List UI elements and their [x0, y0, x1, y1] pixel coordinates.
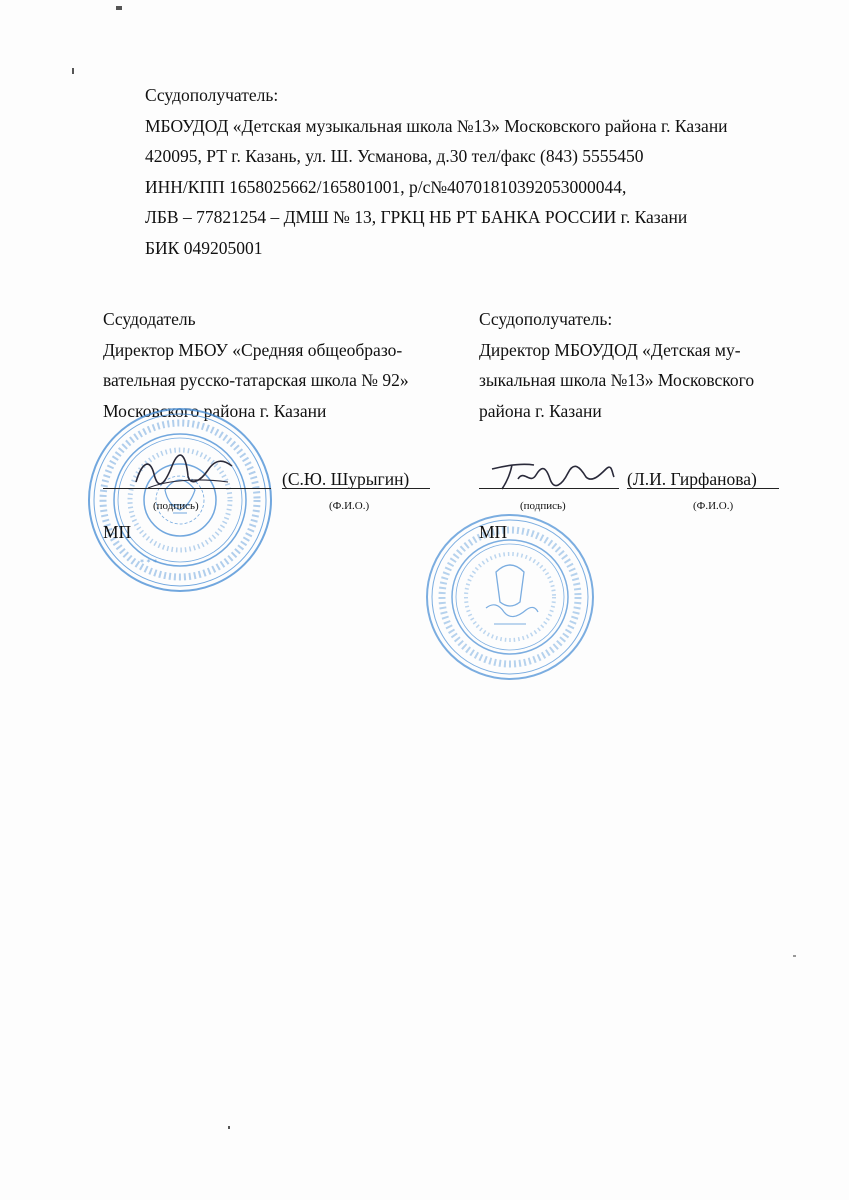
borrower-seal-label: МП	[479, 522, 508, 542]
borrower-signature-line	[479, 488, 619, 489]
borrower-position-line: района г. Казани	[479, 400, 602, 421]
borrower-position-line: Директор МБОУДОД «Детская му-	[479, 339, 741, 360]
lender-signature-caption: (подпись)	[153, 500, 199, 512]
borrower-seal-icon	[424, 512, 596, 682]
borrower-name-line	[627, 488, 779, 489]
borrower-block	[479, 304, 754, 426]
lender-name: (С.Ю. Шурыгин)	[282, 469, 410, 489]
scan-speck	[228, 1126, 230, 1129]
lender-position-line: Московского района г. Казани	[103, 400, 327, 421]
recipient-line: БИК 049205001	[145, 237, 263, 258]
svg-text:* * *: * * *	[140, 558, 158, 567]
borrower-name-caption: (Ф.И.О.)	[693, 500, 734, 512]
recipient-line: МБОУДОД «Детская музыкальная школа №13» Московского района г. Казани	[145, 115, 728, 136]
lender-position-line: Директор МБОУ «Средняя общеобразо-	[103, 339, 403, 360]
borrower-name: (Л.И. Гирфанова)	[627, 469, 757, 489]
lender-heading: Ссудодатель	[103, 309, 196, 329]
recipient-line: ЛБВ – 77821254 – ДМШ № 13, ГРКЦ НБ РТ БАНКА РОССИИ г. Казани	[145, 207, 688, 227]
lender-name-caption: (Ф.И.О.)	[329, 500, 370, 512]
recipient-heading: Ссудополучатель:	[145, 85, 279, 105]
borrower-position-line: зыкальная школа №13» Московского	[479, 370, 755, 390]
borrower-signature-icon	[488, 455, 618, 495]
borrower-heading: Ссудополучатель:	[479, 309, 613, 329]
scan-speck	[72, 68, 74, 74]
recipient-requisites	[145, 80, 728, 263]
lender-seal-label: МП	[103, 522, 132, 542]
lender-name-line	[282, 488, 430, 489]
lender-position-line: вательная русско-татарская школа № 92»	[103, 370, 409, 390]
borrower-signature-caption: (подпись)	[520, 500, 566, 512]
recipient-line: ИНН/КПП 1658025662/165801001, р/с№40701810392053000044,	[145, 176, 627, 197]
scan-speck	[116, 6, 122, 10]
lender-signature-line	[103, 488, 271, 489]
recipient-line: 420095, РТ г. Казань, ул. Ш. Усманова, д.30 тел/факс (843) 5555450	[145, 146, 644, 166]
scan-speck	[793, 955, 796, 957]
